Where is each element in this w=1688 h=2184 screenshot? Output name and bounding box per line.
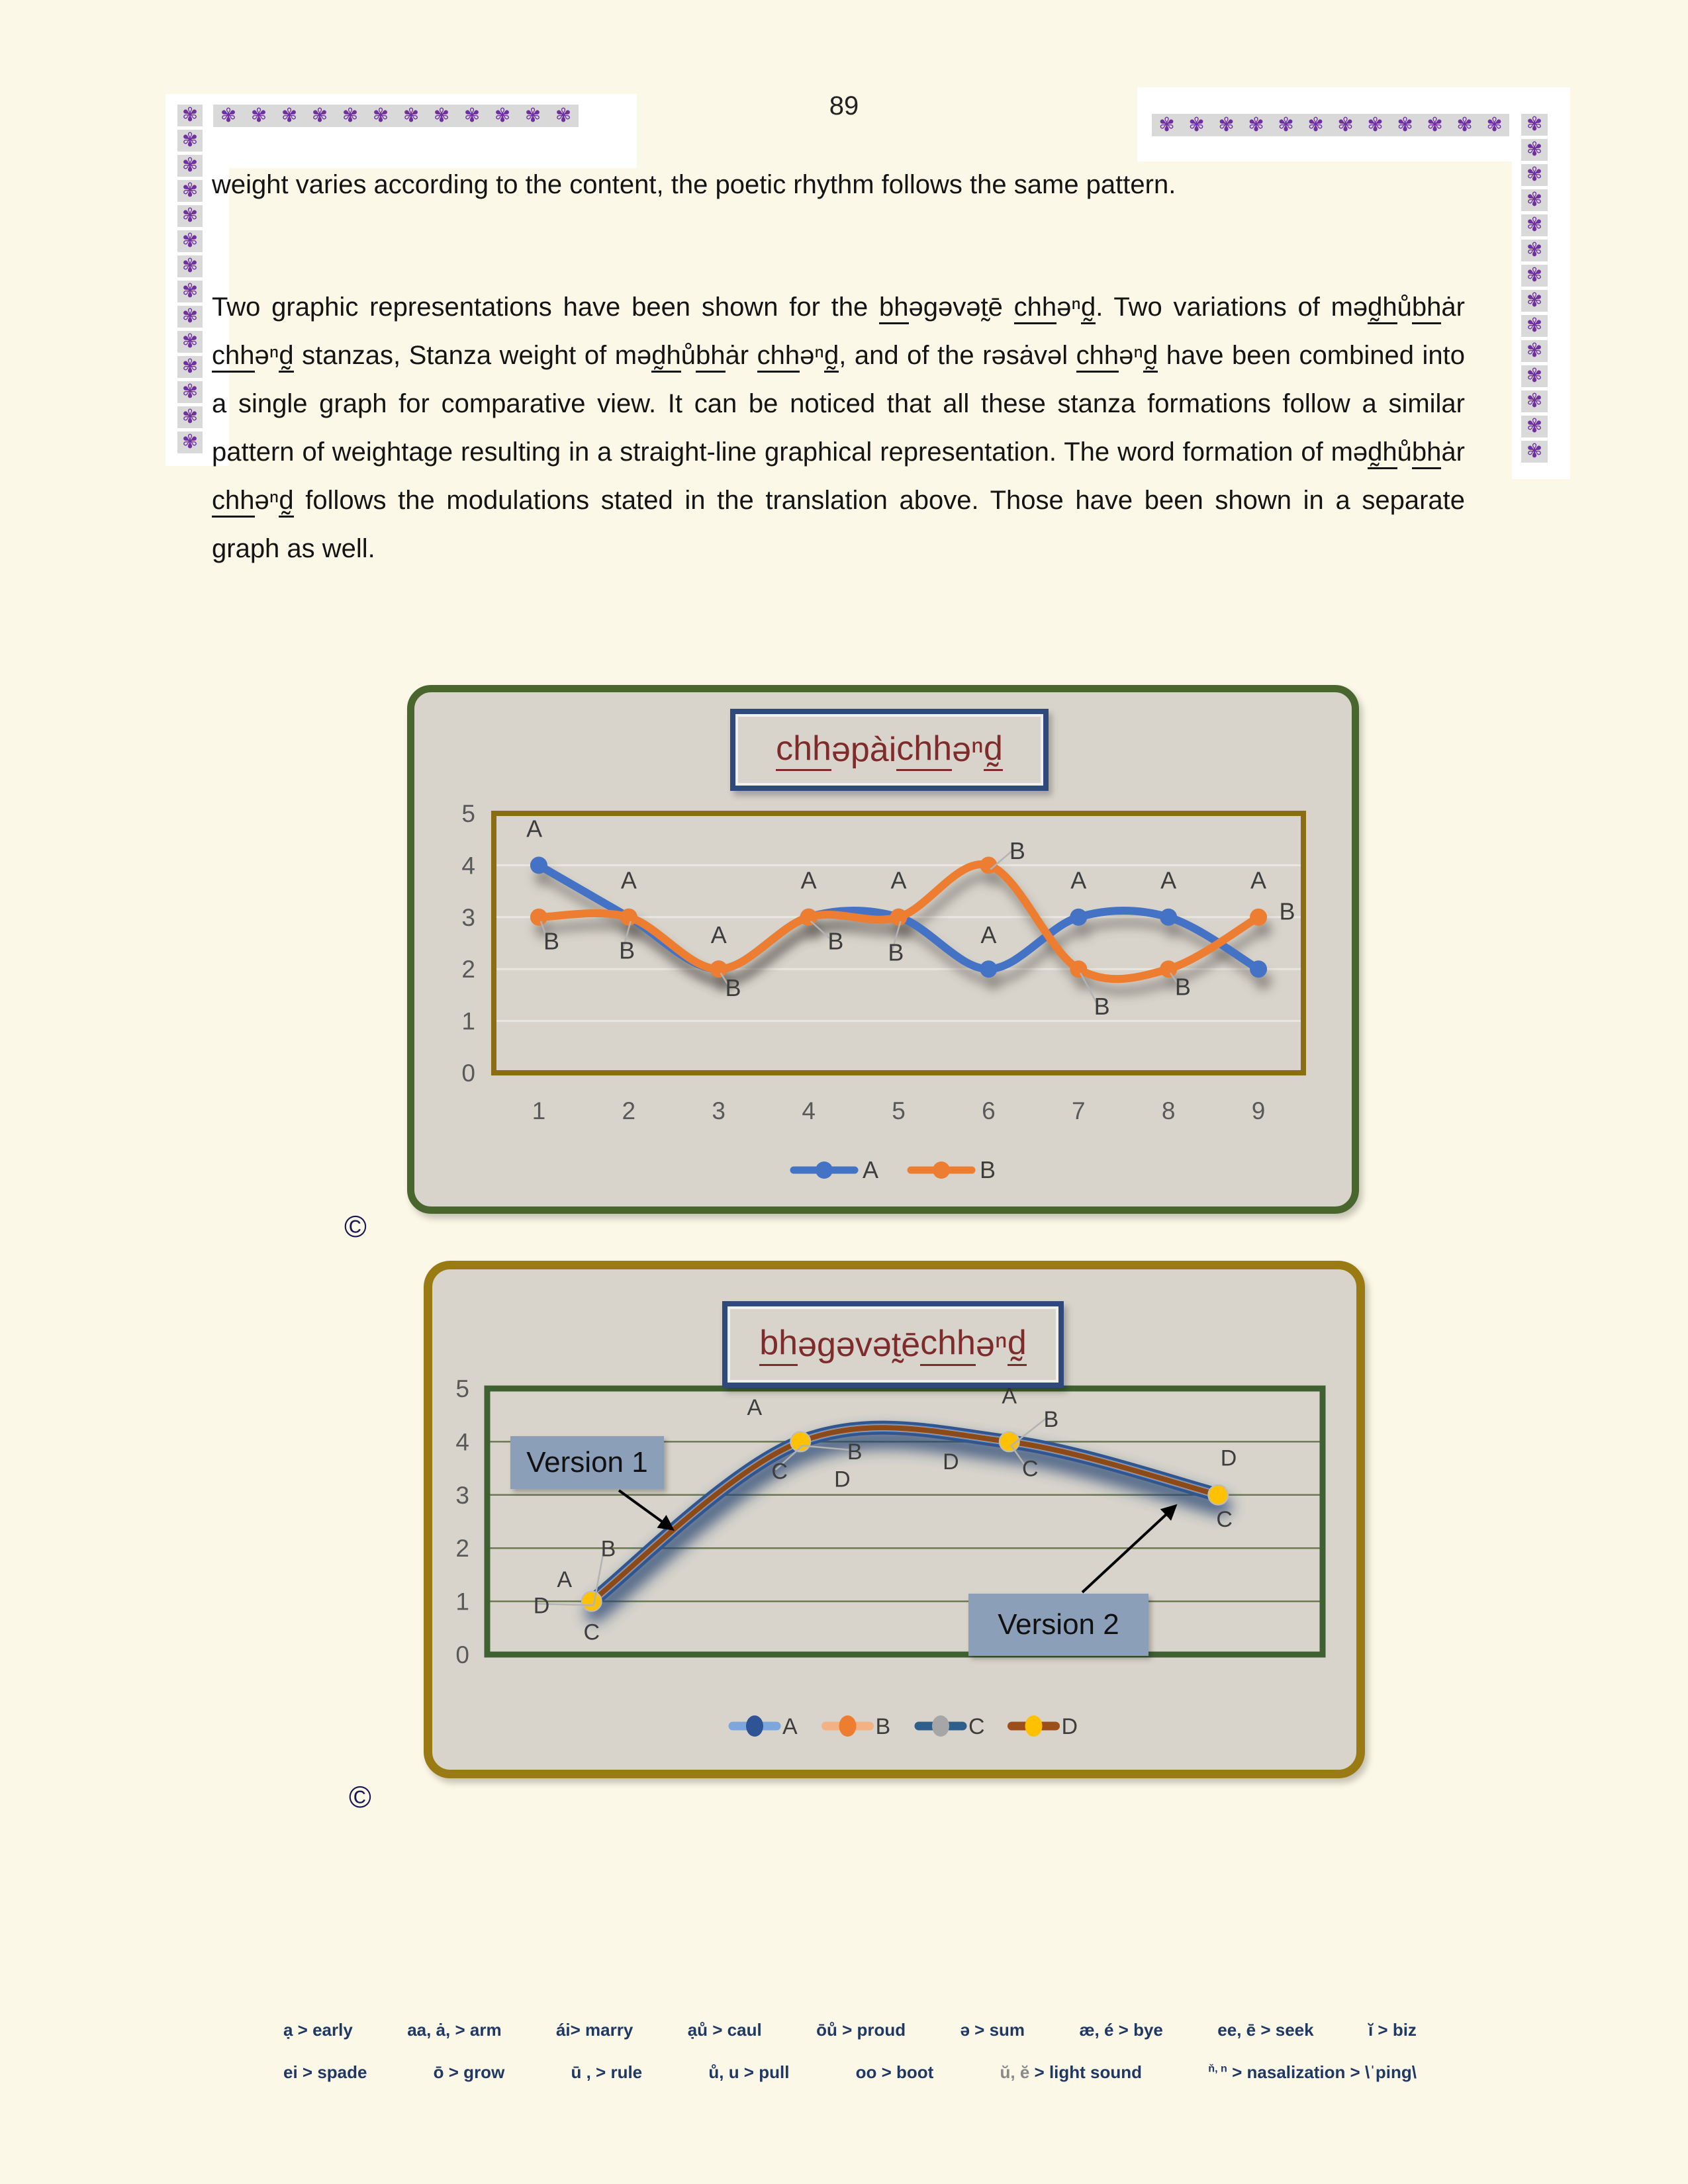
flower-icon: ✾ <box>181 205 199 226</box>
text-segment: bh <box>1412 293 1442 324</box>
ornament-tile <box>1521 139 1548 161</box>
flower-icon: ✾ <box>181 406 199 428</box>
footer-item: ái> marry <box>555 2020 633 2040</box>
footer-item: ạů > caul <box>687 2020 762 2040</box>
flower-icon: ✾ <box>1526 315 1543 336</box>
text-segment: follows the modulations stated in the translation above. Those have been shown in a separate graph as well. <box>212 486 1465 563</box>
flower-icon: ✾ <box>181 356 199 377</box>
data-label-D: D <box>834 1467 851 1492</box>
footer-item: ĭ > biz <box>1368 2020 1417 2040</box>
copyright-mark: © <box>344 1209 367 1244</box>
ornament-tile <box>177 205 203 227</box>
data-label-B: B <box>619 936 635 964</box>
series-B-marker <box>890 909 908 926</box>
text-segment: , and of the rəsȧvəl <box>839 341 1076 370</box>
footer-item <box>1000 2062 1143 2083</box>
footer-item: ə > sum <box>960 2020 1025 2040</box>
flower-icon: ✾ <box>1427 114 1443 136</box>
ornament-tile <box>177 255 203 277</box>
flower-icon: ✾ <box>220 105 237 126</box>
y-axis-tick-label: 5 <box>455 1375 469 1402</box>
ornament-tile <box>1521 416 1548 437</box>
data-point-marker <box>1208 1485 1228 1505</box>
data-label-C: C <box>1022 1456 1039 1482</box>
ornament-tile <box>1521 189 1548 211</box>
series-A-marker <box>980 960 997 978</box>
footer-item: ů, u > pull <box>708 2062 790 2082</box>
ornament-tile <box>177 155 203 177</box>
text-segment: əⁿ <box>1056 293 1081 322</box>
pronunciation-guide-row2 <box>283 2062 1417 2083</box>
text-segment: chh <box>920 1323 976 1365</box>
ornament-strip-right <box>1521 114 1548 463</box>
text-segment: d̰ <box>279 486 293 518</box>
ornament-strip-top-right <box>1152 114 1509 136</box>
flower-icon: ✾ <box>1526 390 1543 412</box>
y-axis-tick-label: 1 <box>461 1007 475 1035</box>
flower-icon: ✾ <box>1526 416 1543 437</box>
data-label-B: B <box>1094 993 1110 1021</box>
legend-marker-B <box>933 1161 950 1179</box>
data-label-A: A <box>557 1567 573 1592</box>
text-segment: chh <box>1014 293 1057 324</box>
series-A-marker <box>1250 960 1267 978</box>
data-label-B: B <box>827 927 844 955</box>
flower-icon: ✾ <box>1278 114 1294 136</box>
y-axis-tick-label: 3 <box>461 903 475 931</box>
text-segment: have been combined into a single graph for comparative view. It can be noticed that all these stanza formations follow a similar pattern of weightage resulting in a straight-line graphical representation. The word formation of mə <box>212 341 1465 467</box>
text-segment: d̰ <box>1081 293 1096 324</box>
flower-icon: ✾ <box>1397 114 1413 136</box>
text-segment: bh <box>1412 437 1442 469</box>
y-axis-tick-label: 1 <box>455 1588 469 1615</box>
copyright-mark: © <box>349 1780 371 1814</box>
flower-icon: ✾ <box>1526 189 1543 210</box>
flower-icon: ✾ <box>181 255 199 277</box>
flower-icon: ✾ <box>181 381 199 402</box>
data-label-D: D <box>1220 1445 1237 1471</box>
chart2-title <box>722 1301 1064 1388</box>
ornament-tile <box>1521 214 1548 236</box>
y-axis-tick-label: 4 <box>461 852 475 880</box>
version1-arrow <box>619 1490 672 1529</box>
text-segment: ů <box>680 341 696 370</box>
ornament-tile <box>177 356 203 378</box>
data-label-A: A <box>1250 866 1267 894</box>
flower-icon: ✾ <box>1526 164 1543 185</box>
text-segment: əⁿ <box>800 341 824 370</box>
data-label-B: B <box>725 974 741 1001</box>
flower-icon: ✾ <box>1526 441 1543 462</box>
flower-icon: ✾ <box>1526 265 1543 286</box>
legend-label-A: A <box>863 1156 879 1183</box>
text-segment: stanzas, Stanza weight of mə <box>293 341 652 370</box>
ornament-tile <box>177 180 203 202</box>
footer-item: oo > boot <box>855 2062 934 2082</box>
text-segment: ů <box>1397 437 1412 467</box>
series-B-marker <box>530 909 547 926</box>
flower-icon: ✾ <box>1456 114 1473 136</box>
x-axis-tick-label: 7 <box>1071 1097 1086 1124</box>
legend-label-D: D <box>1061 1714 1078 1739</box>
ornament-tile <box>177 130 203 152</box>
flower-icon: ✾ <box>463 105 481 126</box>
ornament-tile <box>1521 290 1548 312</box>
text-segment: . Two variations of mə <box>1096 293 1368 322</box>
data-label-B: B <box>1279 897 1295 925</box>
text-segment: ŭ, ĕ <box>1000 2062 1030 2082</box>
ornament-tile <box>177 381 203 403</box>
ornament-tile <box>1521 315 1548 337</box>
ornament-tile <box>177 230 203 252</box>
footer-item: aa, ȧ, > arm <box>407 2020 502 2040</box>
ornament-tile <box>1521 164 1548 186</box>
ornament-tile <box>1521 265 1548 287</box>
legend-marker-B <box>839 1715 857 1737</box>
text-segment: > light sound <box>1029 2062 1143 2082</box>
text-segment: d̰ <box>824 341 839 373</box>
legend-label-A: A <box>782 1714 798 1739</box>
text-segment: chh <box>896 729 952 771</box>
page-number: 89 <box>829 91 859 120</box>
text-segment: d̰h <box>1368 293 1397 324</box>
flower-icon: ✾ <box>181 432 199 453</box>
text-segment: d̰ <box>984 729 1003 771</box>
data-label-C: C <box>771 1459 788 1484</box>
text-segment: ȧr <box>1441 437 1465 467</box>
text-segment: d̰h <box>1368 437 1397 469</box>
data-label-D: D <box>943 1449 959 1475</box>
y-axis-tick-label: 5 <box>461 800 475 827</box>
flower-icon: ✾ <box>524 105 541 126</box>
text-segment: Two graphic representations have been shown for the <box>212 293 880 322</box>
footer-item: æ, é > bye <box>1079 2020 1163 2040</box>
flower-icon: ✾ <box>1526 365 1543 387</box>
flower-icon: ✾ <box>1526 290 1543 311</box>
text-segment: əpài <box>831 731 897 769</box>
text-segment: bh <box>696 341 726 373</box>
ornament-tile <box>177 406 203 428</box>
data-label-B: B <box>600 1536 616 1562</box>
text-segment: chh <box>776 729 831 771</box>
y-axis-tick-label: 3 <box>455 1481 469 1509</box>
ornament-strip-left <box>177 105 203 453</box>
flower-icon: ✾ <box>181 130 199 151</box>
data-label-A: A <box>1070 866 1087 894</box>
paragraph-2 <box>212 283 1465 573</box>
flower-icon: ✾ <box>181 281 199 302</box>
text-segment: ȧr <box>1441 293 1465 322</box>
legend-label-B: B <box>980 1156 996 1183</box>
version1-callout: Version 1 <box>510 1436 664 1489</box>
flower-icon: ✾ <box>1526 139 1543 160</box>
flower-icon: ✾ <box>1218 114 1235 136</box>
flower-icon: ✾ <box>181 155 199 176</box>
x-axis-tick-label: 9 <box>1251 1097 1266 1124</box>
x-axis-tick-label: 8 <box>1161 1097 1176 1124</box>
text-segment: chh <box>212 341 255 373</box>
footer-item: ū , > rule <box>571 2062 643 2082</box>
footer-item: ee, ē > seek <box>1217 2020 1314 2040</box>
text-segment: d̰ <box>1143 341 1158 373</box>
text-segment: weight varies according to the content, the poetic rhythm follows the same pattern. <box>212 170 1176 199</box>
flower-icon: ✾ <box>1526 340 1543 361</box>
flower-icon: ✾ <box>1337 114 1354 136</box>
data-label-A: A <box>526 815 543 842</box>
flower-icon: ✾ <box>181 230 199 251</box>
x-axis-tick-label: 5 <box>892 1097 906 1124</box>
flower-icon: ✾ <box>1188 114 1205 136</box>
data-point-marker <box>790 1432 810 1451</box>
version2-callout: Version 2 <box>968 1594 1149 1656</box>
chart1-frame <box>407 685 1359 1214</box>
x-axis-tick-label: 4 <box>802 1097 816 1124</box>
data-label-B: B <box>1174 973 1191 1001</box>
flower-icon: ✾ <box>555 105 572 126</box>
text-segment: d̰ <box>279 341 293 373</box>
series-B-marker <box>620 909 637 926</box>
flower-icon: ✾ <box>181 105 199 126</box>
flower-icon: ✾ <box>181 180 199 201</box>
footer-item: ạ > early <box>283 2020 353 2040</box>
x-axis-tick-label: 6 <box>982 1097 996 1124</box>
footer-item: ō > grow <box>433 2062 505 2082</box>
ornament-tile <box>1521 441 1548 463</box>
data-label-A: A <box>1160 866 1177 894</box>
data-label-C: C <box>1216 1507 1233 1533</box>
series-B-marker <box>1250 909 1267 926</box>
text-segment: əⁿ <box>952 731 984 769</box>
ornament-tile <box>177 281 203 302</box>
text-segment: əgəvət̰ē <box>798 1325 921 1364</box>
legend-marker-C <box>932 1715 949 1737</box>
x-axis-tick-label: 3 <box>712 1097 726 1124</box>
text-segment: bh <box>759 1323 798 1365</box>
y-axis-tick-label: 0 <box>461 1060 475 1087</box>
text-segment: əgəvət̰ē <box>908 293 1014 322</box>
legend-label-C: C <box>968 1714 985 1739</box>
series-A-marker <box>1070 909 1087 926</box>
footer-item: ei > spade <box>283 2062 367 2082</box>
text-segment: chh <box>757 341 800 373</box>
data-label-A: A <box>710 921 727 948</box>
text-segment: ȧr <box>725 341 757 370</box>
legend-marker-D <box>1025 1715 1043 1737</box>
series-B-marker <box>1070 960 1087 978</box>
ornament-tile <box>1521 240 1548 261</box>
flower-icon: ✾ <box>181 331 199 352</box>
flower-icon: ✾ <box>1526 114 1543 135</box>
data-label-B: B <box>1043 1406 1059 1432</box>
data-label-C: C <box>583 1619 600 1645</box>
text-segment: d̰h <box>651 341 681 373</box>
paragraph-1 <box>212 161 1465 209</box>
flower-icon: ✾ <box>1367 114 1383 136</box>
flower-icon: ✾ <box>181 306 199 327</box>
x-axis-tick-label: 1 <box>532 1097 546 1124</box>
flower-icon: ✾ <box>1526 214 1543 236</box>
text-segment: > nasalization > \ˈping\ <box>1227 2062 1417 2082</box>
ornament-tile <box>177 331 203 353</box>
ornament-strip-top-left <box>213 105 579 127</box>
flower-icon: ✾ <box>494 105 511 126</box>
ornament-tile <box>1521 390 1548 412</box>
data-label-A: A <box>890 866 907 894</box>
y-axis-tick-label: 0 <box>455 1641 469 1668</box>
flower-icon: ✾ <box>372 105 389 126</box>
footer-item <box>1208 2062 1417 2083</box>
text-segment: ň, n <box>1208 2062 1227 2075</box>
version2-arrow <box>1082 1506 1175 1592</box>
legend-label-B: B <box>875 1714 891 1739</box>
data-label-B: B <box>888 938 904 966</box>
series-A-line <box>592 1428 1219 1601</box>
ornament-tile <box>177 105 203 126</box>
flower-icon: ✾ <box>281 105 298 126</box>
data-label-A: A <box>620 866 637 894</box>
ornament-tile <box>1521 340 1548 362</box>
flower-icon: ✾ <box>1526 240 1543 261</box>
footer-item: ōů > proud <box>816 2020 906 2040</box>
y-axis-tick-label: 4 <box>455 1428 469 1456</box>
text-segment: chh <box>212 486 255 518</box>
ornament-tile <box>177 306 203 328</box>
flower-icon: ✾ <box>250 105 267 126</box>
text-segment: ů <box>1397 293 1412 322</box>
chart1-title <box>730 709 1049 791</box>
flower-icon: ✾ <box>1307 114 1324 136</box>
pronunciation-guide-row1 <box>283 2020 1417 2040</box>
text-segment: əⁿ <box>975 1325 1008 1364</box>
data-label-B: B <box>1009 837 1025 864</box>
data-label-A: A <box>747 1395 763 1421</box>
ornament-tile <box>1521 114 1548 136</box>
y-axis-tick-label: 2 <box>455 1535 469 1563</box>
y-axis-tick-label: 2 <box>461 956 475 983</box>
text-segment: chh <box>1076 341 1119 373</box>
data-label-A: A <box>800 866 817 894</box>
data-label-B: B <box>543 927 559 955</box>
ornament-tile <box>177 432 203 453</box>
text-segment: əⁿ <box>254 341 279 370</box>
legend-marker-A <box>746 1715 763 1737</box>
data-point-marker <box>582 1592 602 1612</box>
text-segment: bh <box>879 293 909 324</box>
ornament-tile <box>1521 365 1548 387</box>
series-A-marker <box>530 856 547 874</box>
flower-icon: ✾ <box>433 105 450 126</box>
chart2-frame <box>424 1261 1365 1778</box>
flower-icon: ✾ <box>342 105 359 126</box>
x-axis-tick-label: 2 <box>622 1097 636 1124</box>
legend-marker-A <box>816 1161 833 1179</box>
flower-icon: ✾ <box>1248 114 1264 136</box>
flower-icon: ✾ <box>1158 114 1175 136</box>
series-B-marker <box>800 909 818 926</box>
text-segment: əⁿ <box>1119 341 1143 370</box>
text-segment: əⁿ <box>254 486 279 515</box>
flower-icon: ✾ <box>402 105 420 126</box>
text-segment: d̰ <box>1008 1323 1027 1365</box>
flower-icon: ✾ <box>311 105 328 126</box>
data-label-B: B <box>847 1439 863 1465</box>
data-label-A: A <box>980 921 997 948</box>
series-A-marker <box>1160 909 1177 926</box>
flower-icon: ✾ <box>1486 114 1503 136</box>
data-label-D: D <box>533 1593 550 1619</box>
data-label-A: A <box>1002 1383 1017 1409</box>
